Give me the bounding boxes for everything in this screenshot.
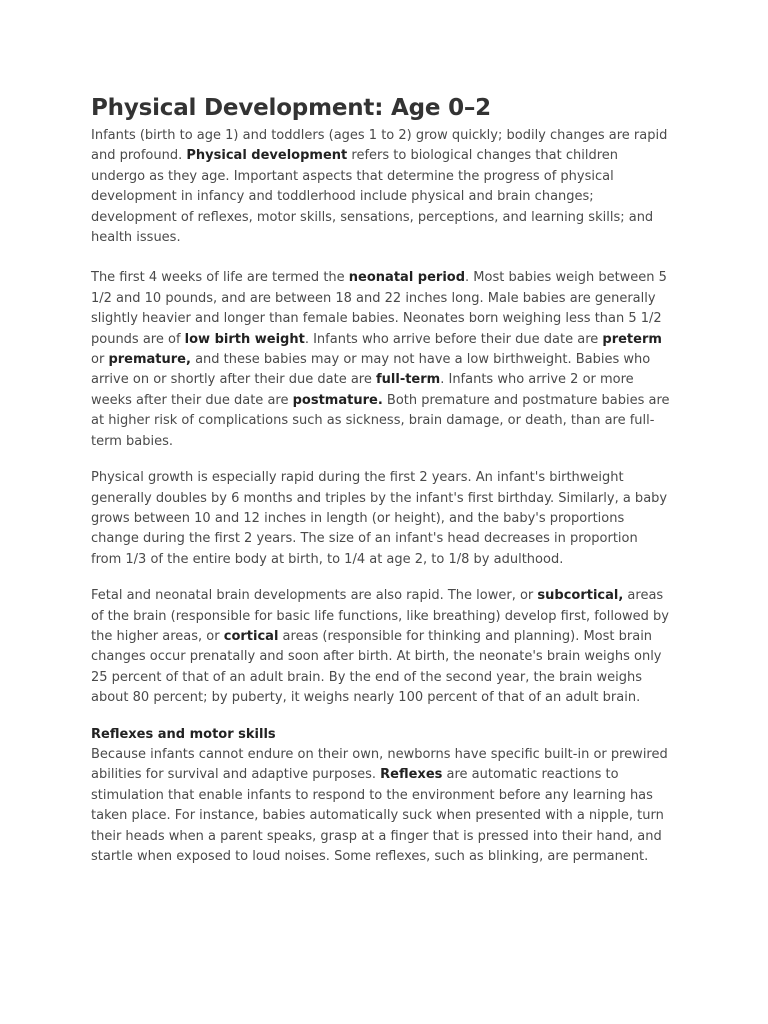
text-run: . Infants who arrive 2 or more weeks after their due date are [91, 372, 634, 408]
text-run: . Infants who arrive before their due date are [304, 331, 603, 347]
text-run: Infants (birth to age 1) and toddlers (ages 1 to 2) grow quickly; bodily changes are rapid and profound. [91, 128, 668, 164]
term-physical-development: Physical development [186, 148, 348, 164]
term-neonatal-period: neonatal period [348, 270, 466, 286]
term-subcortical: subcortical, [537, 588, 624, 604]
document-page [91, 92, 671, 867]
text-run: areas (responsible for thinking and planning). Most brain changes occur prenatally and soon after birth. At birth, the neonate's brain weighs only 25 percent of that of an adult brain. By the end of the second year, the brain weighs about 80 percent; by puberty, it weighs nearly 100 percent of that of an adult brain. [91, 628, 662, 706]
text-run: refers to biological changes that children undergo as they age. Important aspects that determine the progress of physical development in infancy and toddlerhood include physical and brain changes; development of reflexes, motor skills, sensations, perceptions, and learning skills; and health issues. [91, 148, 654, 246]
text-run: Fetal and neonatal brain developments are also rapid. The lower, or [91, 588, 538, 604]
text-run: Both premature and postmature babies are at higher risk of complications such as sickness, brain damage, or death, than are full-term babies. [91, 392, 670, 449]
text-run: Because infants cannot endure on their own, newborns have specific built-in or prewired abilities for survival and adaptive purposes. [91, 746, 668, 783]
text-run: The first 4 weeks of life are termed the [91, 270, 349, 286]
term-low-birth-weight: low birth weight [184, 331, 305, 347]
term-reflexes: Reflexes [380, 767, 443, 783]
term-full-term: full-term [376, 372, 441, 388]
text-run: are automatic reactions to stimulation that enable infants to respond to the environment before any learning has taken place. For instance, babies automatically suck when presented with a nipple, turn their heads when a parent speaks, grasp at a finger that is pressed into their hand, and startle when exposed to loud noises. Some reflexes, such as blinking, are permanent. [91, 767, 664, 864]
page-title: Physical Development: Age 0–2 [91, 95, 491, 121]
paragraph-intro [91, 126, 671, 248]
text-run: areas of the brain (responsible for basic life functions, like breathing) develop first, followed by the higher areas, or [91, 588, 669, 644]
paragraph-reflexes [91, 745, 671, 867]
term-premature: premature, [108, 352, 191, 368]
paragraph-brain-development [91, 586, 671, 708]
section-heading-reflexes: Reflexes and motor skills [91, 726, 276, 742]
term-preterm: preterm [602, 331, 662, 347]
text-run: . Most babies weigh between 5 1/2 and 10 pounds, and are between 18 and 22 inches long. Male babies are generally slightly heavier and longer than female babies. Neonates born weighing less than 5 1/2 pounds are of [91, 270, 667, 347]
paragraph-neonatal [91, 268, 671, 452]
term-postmature: postmature. [292, 392, 383, 408]
text-run: or [91, 352, 109, 368]
paragraph-physical-growth: Physical growth is especially rapid during the first 2 years. An infant's birthweight generally doubles by 6 months and triples by the infant's first birthday. Similarly, a baby grows between 10 and 12 inches in length (or height), and the baby's proportions change during the first 2 years. The size of an infant's head decreases in proportion from 1/3 of the entire body at birth, to 1/4 at age 2, to 1/8 by adulthood. [91, 470, 668, 567]
term-cortical: cortical [223, 628, 279, 644]
text-run: and these babies may or may not have a low birthweight. Babies who arrive on or shortly after their due date are [91, 352, 651, 388]
